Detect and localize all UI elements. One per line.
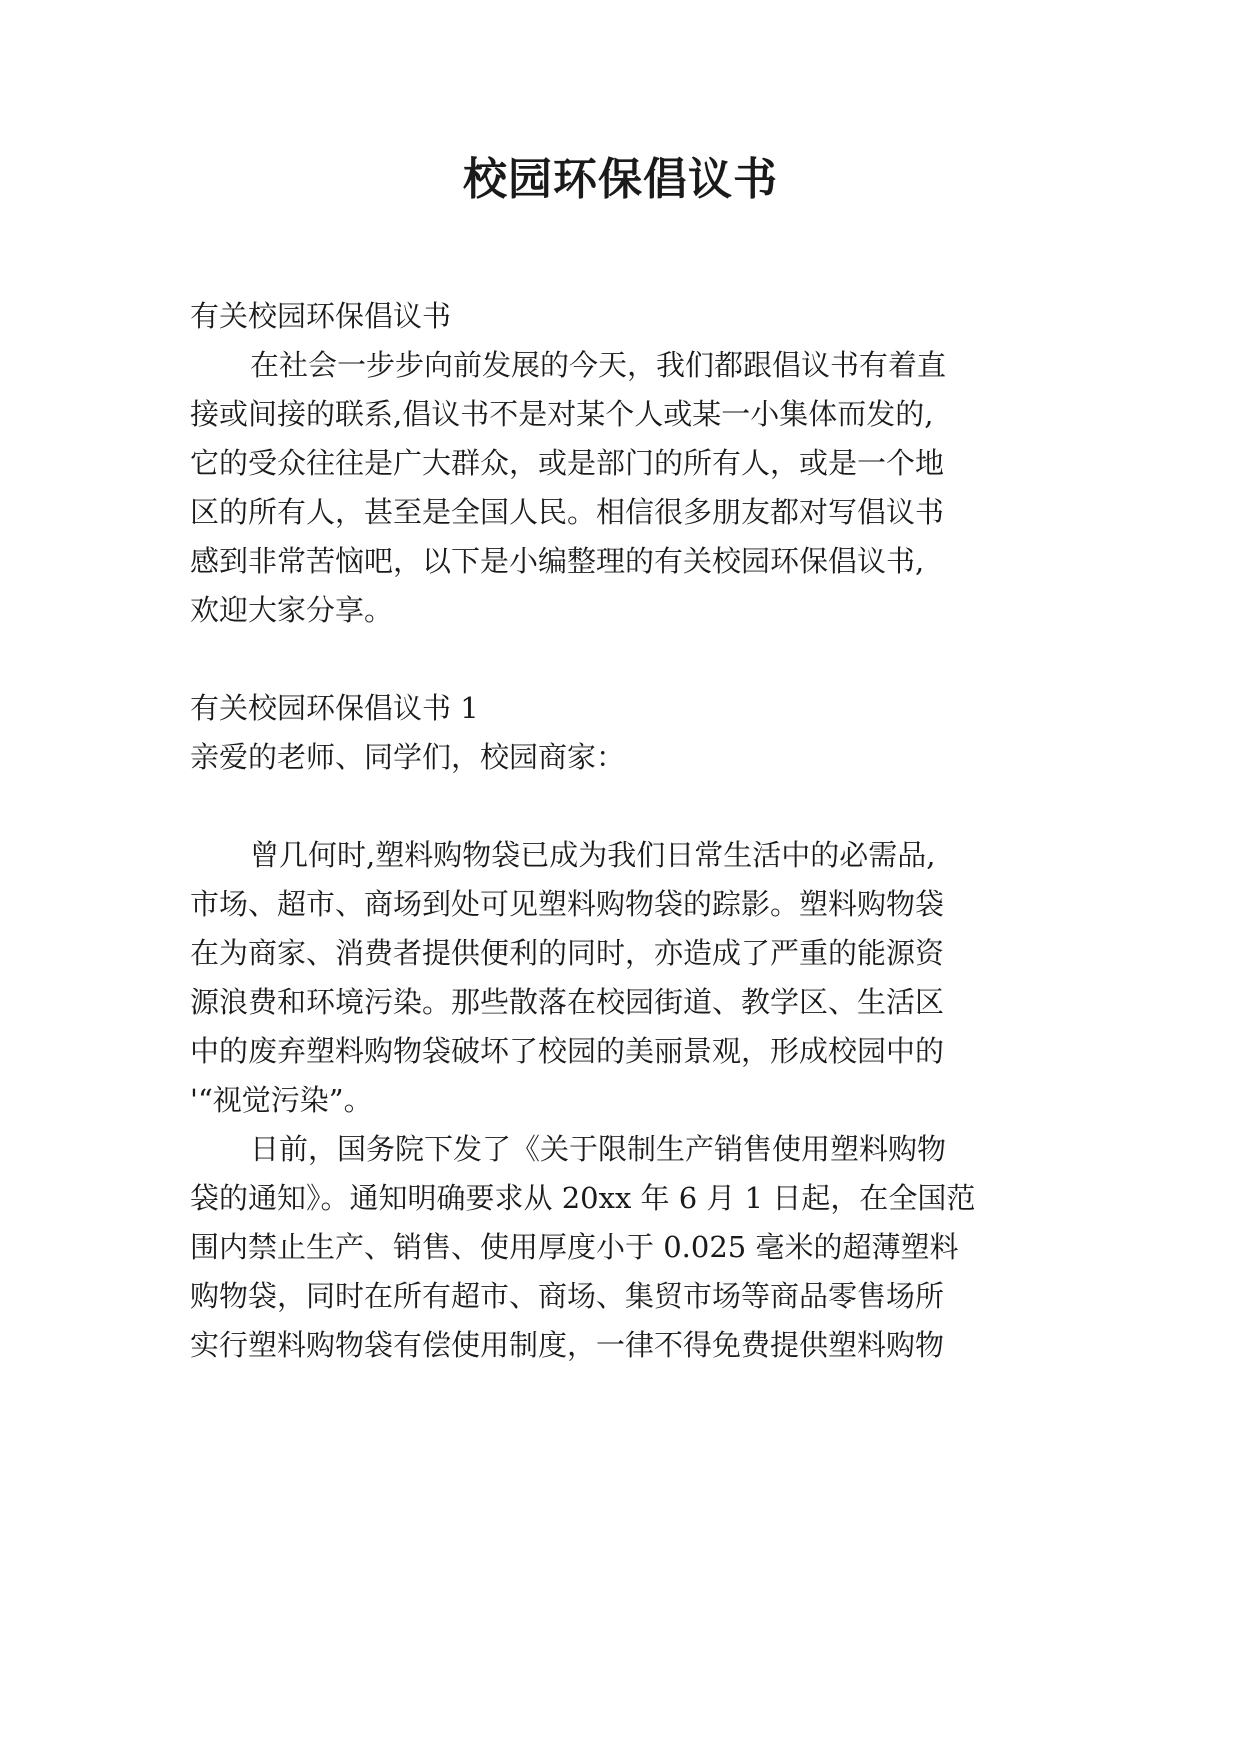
intro-line: 区的所有人，甚至是全国人民。相信很多朋友都对写倡议书: [190, 495, 945, 529]
paragraph-line: 袋的通知》。通知明确要求从 20xx 年 6 月 1 日起，在全国范: [190, 1181, 976, 1215]
paragraph-1: [190, 831, 1070, 1125]
section-title: 有关校园环保倡议书 1: [190, 691, 479, 725]
paragraph-line: '“视觉污染”。: [190, 1083, 373, 1117]
intro-paragraph: [190, 341, 1070, 635]
spacer: [190, 635, 1070, 684]
paragraph-2: [190, 1125, 1070, 1370]
intro-line: 感到非常苦恼吧，以下是小编整理的有关校园环保倡议书,: [190, 544, 925, 578]
intro-line: 在社会一步步向前发展的今天，我们都跟倡议书有着直: [250, 348, 947, 382]
salutation: 亲爱的老师、同学们，校园商家：: [190, 740, 626, 774]
paragraph-line: 日前，国务院下发了《关于限制生产销售使用塑料购物: [250, 1132, 947, 1166]
intro-line: 欢迎大家分享。: [190, 593, 394, 627]
document-body: [190, 292, 1070, 1370]
intro-line: 它的受众往往是广大群众，或是部门的所有人，或是一个地: [190, 446, 945, 480]
paragraph-line: 实行塑料购物袋有偿使用制度，一律不得免费提供塑料购物: [190, 1328, 945, 1362]
paragraph-line: 围内禁止生产、销售、使用厚度小于 0.025 毫米的超薄塑料: [190, 1230, 959, 1264]
paragraph-line: 在为商家、消费者提供便利的同时，亦造成了严重的能源资: [190, 936, 945, 970]
spacer: [190, 782, 1070, 831]
paragraph-line: 市场、超市、商场到处可见塑料购物袋的踪影。塑料购物袋: [190, 887, 945, 921]
paragraph-line: 购物袋，同时在所有超市、商场、集贸市场等商品零售场所: [190, 1279, 945, 1313]
intro-line: 接或间接的联系,倡议书不是对某个人或某一小集体而发的,: [190, 397, 934, 431]
paragraph-line: 中的废弃塑料购物袋破坏了校园的美丽景观，形成校园中的: [190, 1034, 945, 1068]
subtitle: 有关校园环保倡议书: [190, 299, 452, 333]
paragraph-line: 源浪费和环境污染。那些散落在校园街道、教学区、生活区: [190, 985, 945, 1019]
paragraph-line: 曾几何时,塑料购物袋已成为我们日常生活中的必需品,: [250, 838, 936, 872]
document-title: 校园环保倡议书: [463, 154, 778, 205]
